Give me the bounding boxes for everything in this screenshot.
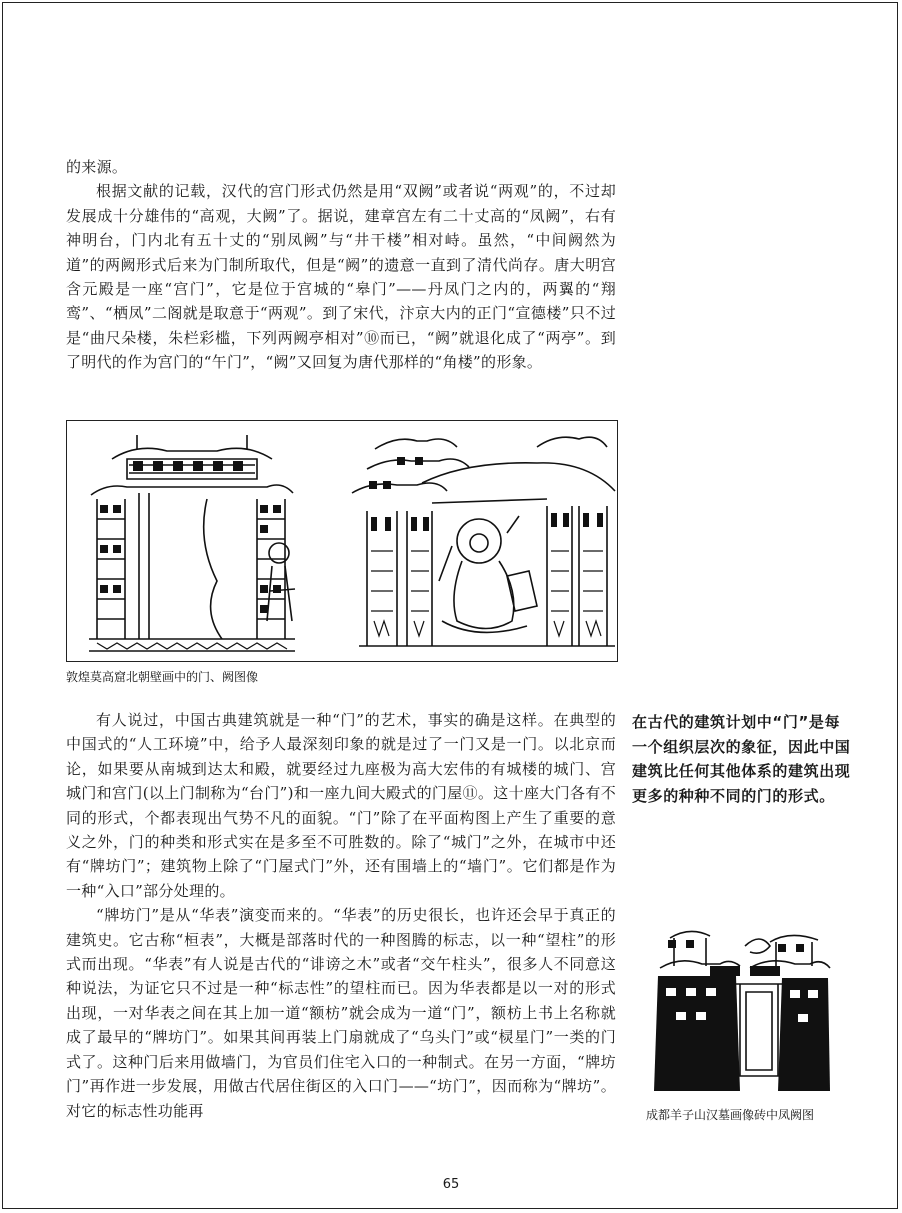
- dunhuang-gate-drawing: [67, 421, 616, 660]
- fengque-drawing: [650, 926, 832, 1096]
- bottom-text-block: [66, 708, 616, 1123]
- sidebar-pull-quote: 在古代的建筑计划中“门”是每一个组织层次的象征，因此中国建筑比任何其他体系的建筑出现更多的种种不同的门的形式。: [632, 713, 851, 805]
- paragraph-continuation: 的来源。: [66, 158, 128, 176]
- paragraph-paifang: “牌坊门”是从“华表”演变而来的。“华表”的历史很长，也许还会早于真正的建筑史。它古称“桓表”，大概是部落时代的一种图腾的标志，以一种“望柱”的形式而出现。“华表”有人说是古代的“诽谤之木”或者“交午柱头”，很多人不同意这种说法，为证它只不过是一种“标志性”的望柱而已。因为华表都是以一对的形式出现，一对华表之间在其上加一道“额枋”就会成为一道“门”，额枋上书上名称就成了最早的“牌坊门”。如果其间再装上门扇就成了“乌头门”或“棂星门”一类的门式了。这种门后来用做墙门，为官员们住宅入口的一种制式。在另一方面，“牌坊门”再作进一步发展，用做古代居住街区的入口门——“坊门”，因而称为“牌坊”。对它的标志性功能再: [66, 906, 616, 1120]
- page-number: 65: [442, 1177, 460, 1192]
- figure-dunhuang-mural: [66, 420, 618, 662]
- paragraph-que-history: 根据文献的记载，汉代的宫门形式仍然是用“双阙”或者说“两观”的，不过却发展成十分雄伟的“高观，大阙”了。据说，建章宫左有二十丈高的“凤阙”，右有神明台，门内北有五十丈的“别凤阙”与“井干楼”相对峙。虽然，“中间阙然为道”的两阙形式后来为门制所取代，但是“阙”的遗意一直到了清代尚存。唐大明宫含元殿是一座“宫门”，它是位于宫城的“皋门”——丹凤门之内的，两翼的“翔鸾”、“栖凤”二阁就是取意于“两观”。到了宋代，汴京大内的正门“宣德楼”只不过是“曲尺朵楼，朱栏彩槛，下列两阙亭相对”⑩而已，“阙”就退化成了“两亭”。到了明代的作为宫门的“午门”，“阙”又回复为唐代那样的“角楼”的形象。: [66, 182, 616, 372]
- figure-caption-fengque: 成都羊子山汉墓画像砖中凤阙图: [646, 1108, 815, 1122]
- figure-fengque-brick: [650, 926, 832, 1096]
- paragraph-gate-art: 有人说过，中国古典建筑就是一种“门”的艺术，事实的确是这样。在典型的中国式的“人工环境”中，给予人最深刻印象的就是过了一门又是一门。以北京而论，如果要从南城到达太和殿，就要经过九座极为高大宏伟的有城楼的城门、宫城门和宫门(以上门制称为“台门”)和一座九间大殿式的门屋⑪。这十座大门各有不同的形式，个都表现出气势不凡的面貌。“门”除了在平面构图上产生了重要的意义之外，门的种类和形式实在是多至不可胜数的。除了“城门”之外，在城市中还有“牌坊门”；建筑物上除了“门屋式门”外，还有围墙上的“墙门”。它们都是作为一种“入口”部分处理的。: [66, 711, 616, 900]
- figure-caption-dunhuang: 敦煌莫高窟北朝壁画中的门、阙图像: [66, 670, 259, 684]
- top-text-block: [66, 155, 616, 375]
